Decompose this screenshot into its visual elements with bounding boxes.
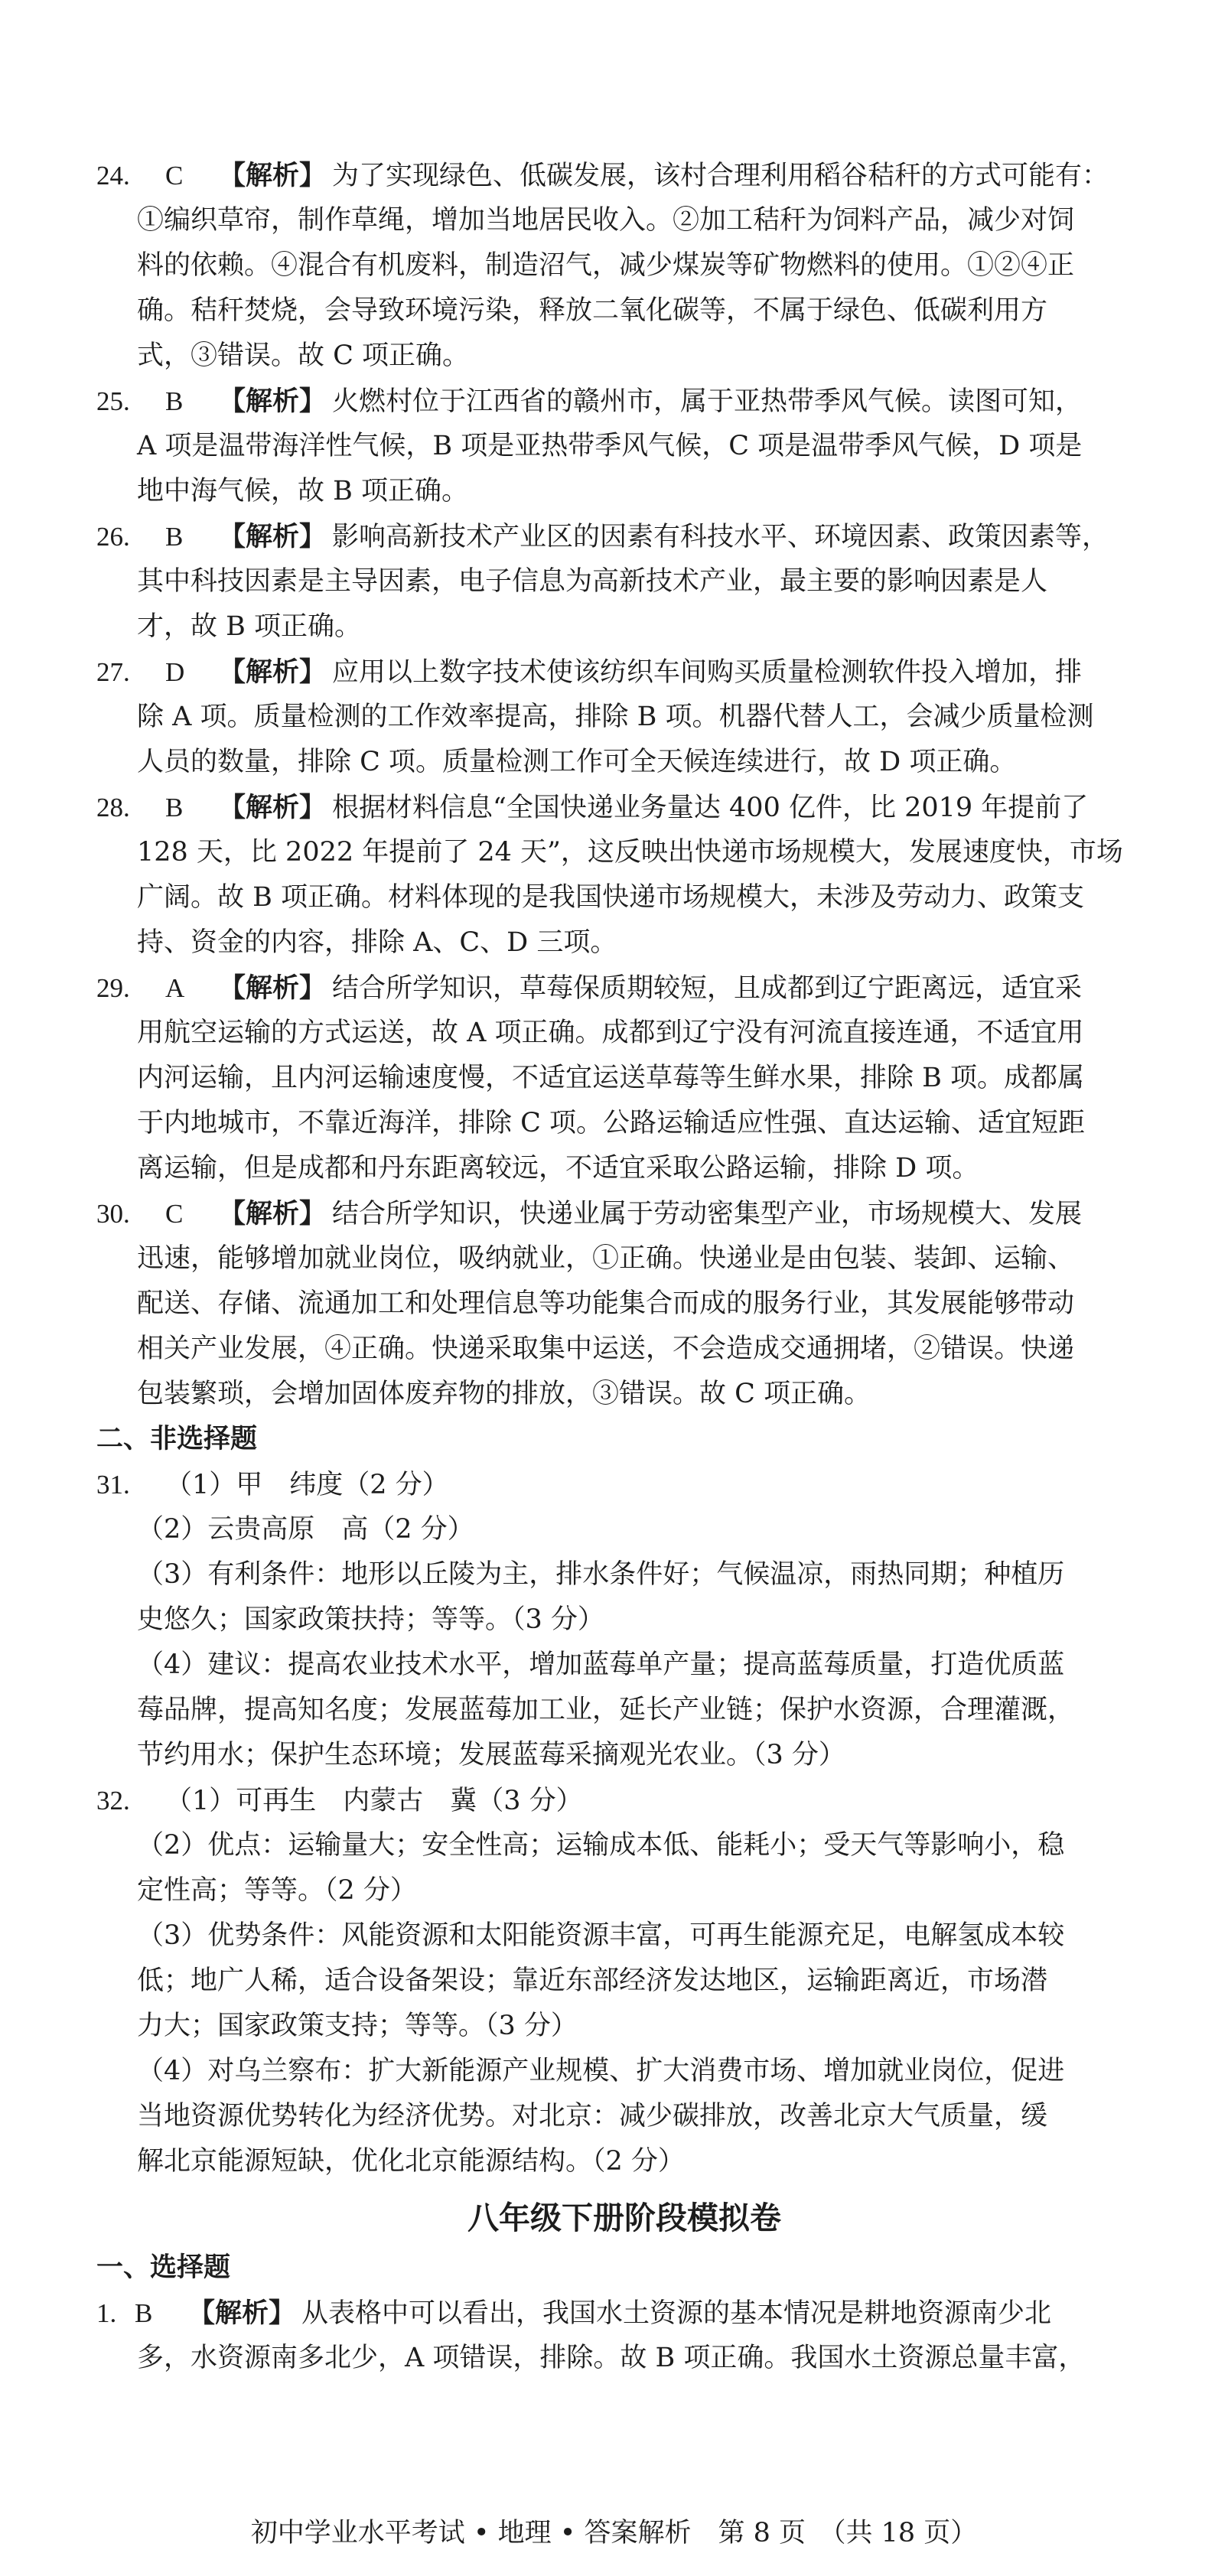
explanation-line: 包装繁琐，会增加固体废弃物的排放，③错误。故 C 项正确。	[137, 1379, 871, 1409]
answer-item-32	[96, 1778, 1152, 2184]
explanation-line: 持、资金的内容，排除 A、C、D 三项。	[137, 927, 617, 958]
question-number: 31.	[96, 1470, 130, 1500]
explanation-line: 从表格中可以看出，我国水土资源的基本情况是耕地资源南少北	[301, 2298, 1052, 2329]
sub-answer-line: （1）甲 纬度（2 分）	[165, 1470, 449, 1500]
explanation-line: 结合所学知识，草莓保质期较短，且成都到辽宁距离远，适宜采	[332, 973, 1083, 1004]
sub-answer-line: （2）优点：运输量大；安全性高；运输成本低、能耗小；受天气等影响小，稳	[137, 1830, 1065, 1861]
question-number: 25.	[96, 386, 130, 416]
explanation-line: 于内地城市，不靠近海洋，排除 C 项。公路运输适应性强、直达运输、适宜短距	[137, 1108, 1086, 1138]
answer-letter: B	[165, 793, 184, 822]
analysis-tag: 【解析】	[188, 2298, 296, 2329]
explanation-line: 地中海气候，故 B 项正确。	[137, 476, 468, 506]
answer-letter: B	[165, 386, 184, 416]
analysis-tag: 【解析】	[219, 1199, 327, 1229]
explanation-line: 除 A 项。质量检测的工作效率提高，排除 B 项。机器代替人工，会减少质量检测	[137, 702, 1094, 732]
question-number: 24.	[96, 161, 130, 191]
explanation-line: 根据材料信息“全国快递业务量达 400 亿件，比 2019 年提前了	[332, 793, 1089, 823]
analysis-tag: 【解析】	[219, 657, 327, 688]
answer-letter: D	[165, 657, 185, 687]
answer-item-25	[96, 379, 1152, 514]
explanation-line: 用航空运输的方式运送，故 A 项正确。成都到辽宁没有河流直接连通，不适宜用	[137, 1018, 1084, 1048]
explanation-line: 配送、存储、流通加工和处理信息等功能集合而成的服务行业，其发展能够带动	[137, 1288, 1075, 1319]
analysis-tag: 【解析】	[219, 161, 327, 191]
answer-letter: C	[165, 1199, 184, 1229]
answer-item-26	[96, 514, 1152, 650]
sub-answer-line: （3）优势条件：风能资源和太阳能资源丰富，可再生能源充足，电解氢成本较	[137, 1920, 1065, 1951]
explanation-line: 料的依赖。④混合有机废料，制造沼气，减少煤炭等矿物燃料的使用。①②④正	[137, 250, 1075, 281]
explanation-line: 人员的数量，排除 C 项。质量检测工作可全天候连续进行，故 D 项正确。	[137, 747, 1017, 777]
page-content	[96, 153, 1152, 2381]
analysis-tag: 【解析】	[219, 386, 327, 417]
explanation-line: 多，水资源南多北少，A 项错误，排除。故 B 项正确。我国水土资源总量丰富，	[137, 2343, 1086, 2373]
answer-letter: B	[165, 522, 184, 552]
answer-item-24	[96, 153, 1152, 379]
sub-answer-line: （2）云贵高原 高（2 分）	[137, 1514, 474, 1545]
sub-answer-line: 定性高；等等。（2 分）	[137, 1875, 417, 1906]
sub-answer-line: 力大；国家政策支持；等等。（3 分）	[137, 2011, 578, 2041]
answer-item-30	[96, 1191, 1152, 1417]
explanation-line: 式，③错误。故 C 项正确。	[137, 340, 470, 371]
sub-answer-line: （4）对乌兰察布：扩大新能源产业规模、扩大消费市场、增加就业岗位，促进	[137, 2056, 1065, 2086]
answer-letter: B	[135, 2298, 153, 2328]
sub-answer-line: 莓品牌，提高知名度；发展蓝莓加工业，延长产业链；保护水资源，合理灌溉，	[137, 1695, 1075, 1725]
explanation-line: ①编织草帘，制作草绳，增加当地居民收入。②加工秸秆为饲料产品，减少对饲	[137, 205, 1075, 236]
exam-section-title: 八年级下册阶段模拟卷	[467, 2200, 781, 2236]
analysis-tag: 【解析】	[219, 522, 327, 552]
explanation-line: 才，故 B 项正确。	[137, 611, 361, 642]
explanation-line: 迅速，能够增加就业岗位，吸纳就业，①正确。快递业是由包装、装卸、运输、	[137, 1243, 1075, 1274]
explanation-line: 火燃村位于江西省的赣州市，属于亚热带季风气候。读图可知，	[332, 386, 1083, 417]
question-number: 1.	[96, 2298, 117, 2328]
sub-answer-line: 史悠久；国家政策扶持；等等。（3 分）	[137, 1604, 604, 1635]
question-number: 32.	[96, 1786, 130, 1816]
question-number: 26.	[96, 522, 130, 552]
explanation-line: 相关产业发展，④正确。快递采取集中运送，不会造成交通拥堵，②错误。快递	[137, 1334, 1075, 1364]
sub-answer-line: 解北京能源短缺，优化北京能源结构。（2 分）	[137, 2146, 685, 2177]
sub-answer-line: 节约用水；保护生态环境；发展蓝莓采摘观光农业。（3 分）	[137, 1740, 845, 1770]
sub-answer-line: （4）建议：提高农业技术水平，增加蓝莓单产量；提高蓝莓质量，打造优质蓝	[137, 1649, 1065, 1680]
explanation-line: 离运输，但是成都和丹东距离较远，不适宜采取公路运输，排除 D 项。	[137, 1153, 979, 1184]
answer-item-27	[96, 650, 1152, 785]
explanation-line: 影响高新技术产业区的因素有科技水平、环境因素、政策因素等，	[332, 522, 1109, 552]
section-heading-choice: 一、选择题	[96, 2252, 231, 2283]
section-heading-non-choice: 二、非选择题	[96, 1424, 258, 1454]
sub-answer-line: 低；地广人稀，适合设备架设；靠近东部经济发达地区，运输距离近，市场潜	[137, 1965, 1048, 1996]
explanation-line: 结合所学知识，快递业属于劳动密集型产业，市场规模大、发展	[332, 1199, 1083, 1229]
explanation-line: 广阔。故 B 项正确。材料体现的是我国快递市场规模大，未涉及劳动力、政策支	[137, 882, 1084, 913]
explanation-line: 内河运输，且内河运输速度慢，不适宜运送草莓等生鲜水果，排除 B 项。成都属	[137, 1063, 1084, 1093]
answer-letter: C	[165, 161, 184, 191]
answer-item-28	[96, 785, 1152, 966]
sub-answer-line: 当地资源优势转化为经济优势。对北京：减少碳排放，改善北京大气质量，缓	[137, 2101, 1048, 2131]
answer-item-29	[96, 966, 1152, 1191]
page-footer: 初中学业水平考试 • 地理 • 答案解析 第 8 页 （共 18 页）	[250, 2518, 978, 2548]
question-number: 30.	[96, 1199, 130, 1229]
explanation-line: A 项是温带海洋性气候，B 项是亚热带季风气候，C 项是温带季风气候，D 项是	[137, 431, 1083, 461]
explanation-line: 其中科技因素是主导因素，电子信息为高新技术产业，最主要的影响因素是人	[137, 566, 1048, 597]
explanation-line: 为了实现绿色、低碳发展，该村合理利用稻谷秸秆的方式可能有：	[332, 161, 1109, 191]
question-number: 29.	[96, 973, 130, 1003]
explanation-line: 应用以上数字技术使该纺织车间购买质量检测软件投入增加，排	[332, 657, 1083, 688]
answer-item-1	[96, 2291, 1152, 2381]
explanation-line: 128 天，比 2022 年提前了 24 天”，这反映出快递市场规模大，发展速度快，市场	[137, 837, 1123, 868]
question-number: 28.	[96, 793, 130, 822]
analysis-tag: 【解析】	[219, 793, 327, 823]
answer-item-31	[96, 1462, 1152, 1778]
analysis-tag: 【解析】	[219, 973, 327, 1004]
question-number: 27.	[96, 657, 130, 687]
explanation-line: 确。秸秆焚烧，会导致环境污染，释放二氧化碳等，不属于绿色、低碳利用方	[137, 295, 1048, 326]
sub-answer-line: （3）有利条件：地形以丘陵为主，排水条件好；气候温凉，雨热同期；种植历	[137, 1559, 1065, 1590]
answer-letter: A	[165, 973, 185, 1003]
sub-answer-line: （1）可再生 内蒙古 冀（3 分）	[165, 1786, 583, 1816]
